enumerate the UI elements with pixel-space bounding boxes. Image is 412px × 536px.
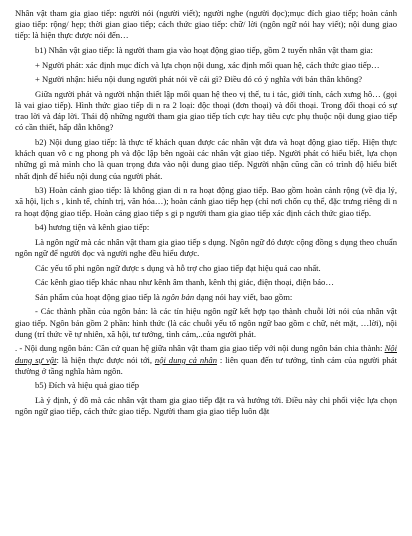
paragraph-sender: + Người phát: xác định mục đích và lựa chọn nội dung, xác định mối quan hệ, cách thức giao tiếp…: [35, 59, 380, 70]
heading-b3-context: b3) Hoàn cảnh giao tiếp: là không gian di n ra hoạt động giao tiếp. Bao gồm hoàn cảnh rộng (về địa lý, xã hội, lịch s , kinh tế, chính trị, văn hóa…); hoàn cảnh giao tiếp hẹp (chỉ nơi chốn cụ thể, đặc trưng riêng di n ra hoạt động giao tiếp. Hoàn cảng giao tiếp s gi p người tham gia giao tiếp xác định cách thức giao tiếp.: [15, 185, 397, 218]
paragraph-channels: Các kênh giao tiếp khác nhau như kênh âm thanh, kênh thị giác, điện thoại, điện báo…: [35, 277, 334, 288]
heading-b2-content: b2) Nội dung giao tiếp: là thực tế khách quan được các nhân vật đưa và hoạt động giao tiếp. Hiện thực khách quan vô c ng phong ph và độc lập bên ngoài các nhân vật giao tiếp. Người phát có hiểu biết, lựa chọn những gì mà mình cho là quan trọng đưa vào nội dung giao tiếp. Người nhận cũng cần có trình độ hiểu biết nhất định để hiểu nội dung của người phát.: [15, 136, 397, 181]
paragraph-product: Sản phẩm của hoạt động giao tiếp là ngôn bản dạng nói hay viết, bao gồm:: [35, 291, 293, 302]
paragraph-text-components: - Các thành phần của ngôn bản: là các tín hiệu ngôn ngữ kết hợp tạo thành chuỗi lời nói của nhân vật giao tiếp. Ngôn bản gồm 2 phần: hình thức (là các chuỗi yếu tố ngôn ngữ bao gồm c chữ, nét mặt, …lời), nội dung (trí thức về tự nhiên, xã hội, tư tưởng, tình cảm,..của người phát.: [15, 306, 397, 339]
paragraph-communication-factors: Nhân vật tham gia giao tiếp: người nói (người viết); người nghe (người đọc);mục đích giao tiếp; hoàn cảnh giao tiếp: rộng/ hẹp; thời gian giao tiếp; cách thức giao tiếp: chữ/ lời (ngôn ngữ nói hay viết); nội dung giao tiếp: là hiện thực được nói đến…: [15, 8, 397, 41]
term-noi-dung-ca-nhan: nội dung cả nhân: [154, 354, 218, 365]
heading-b4-channels: b4) hương tiện và kênh giao tiếp:: [35, 222, 150, 233]
paragraph-text-content: . - Nội dung ngôn bản: Căn cứ quan hệ giữa nhân vật tham gia giao tiếp với nội dung ngôn bản chia thành: Nội dung sự vật: là hiện thực được nói tới, nội dung cả nhân : liên quan đến tư tưởng, tình cảm của người phát thường ở tầng nghĩa hàm ngôn.: [15, 343, 398, 376]
heading-b5-purpose: b5) Đích và hiệu quả giao tiếp: [35, 380, 140, 391]
paragraph-receiver: + Người nhận: hiểu nội dung người phát nói về cái gì? Điều đó có ý nghĩa với bản thân không?: [35, 74, 363, 85]
term-noi-dung-su-vat: Nội dung sự vật: [15, 343, 397, 365]
paragraph-purpose: Là ý định, ý đồ mà các nhân vật tham gia giao tiếp đặt ra và hướng tới. Điều này chi phối việc lựa chọn ngôn ngữ giao tiếp, cách thức giao tiếp. Người tham gia giao tiếp luôn đặt: [15, 394, 397, 417]
term-ngon-ban: ngôn bản: [161, 291, 195, 302]
paragraph-nonverbal: Các yếu tố phi ngôn ngữ được s dụng và hỗ trợ cho giao tiếp đạt hiệu quả cao nhất.: [35, 262, 321, 273]
paragraph-language: Là ngôn ngữ mà các nhân vật tham gia giao tiếp s dụng. Ngôn ngữ đó được cộng đồng s dụng theo chuẩn ngôn ngữ để người đọc và người nghe đều hiểu được.: [15, 236, 397, 258]
paragraph-roles: Giữa người phát và người nhận thiết lập mối quan hệ theo vị thế, tu i tác, giới tính, cách xưng hô… (gọi là vai giao tiếp). Hình thức giao tiếp di n ra 2 loại: độc thoại (đơn thoại) và đối thoại. Trong đối thoại có sự trao lời và đáp lời. Thái độ những người tham gia giao tiếp tích cực hay tiêu cực phụ thuộc nội dung giao tiếp có cần thiết, hấp dẫn không?: [15, 88, 397, 133]
heading-b1-participants: b1) Nhân vật giao tiếp: là người tham gia vào hoạt động giao tiếp, gồm 2 tuyến nhân vật tham gia:: [35, 45, 373, 55]
